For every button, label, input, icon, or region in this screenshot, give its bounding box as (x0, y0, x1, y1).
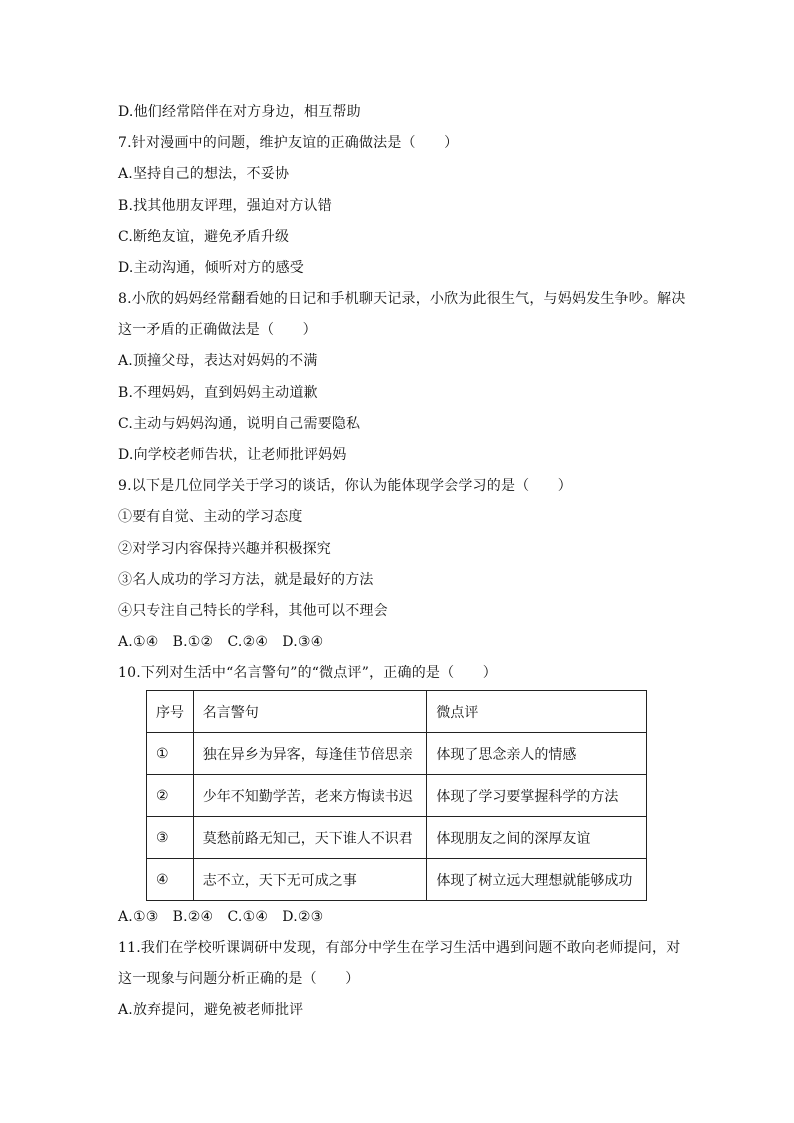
table-row (147, 775, 647, 817)
q8-option-a: A.顶撞父母，表达对妈妈的不满 (118, 353, 318, 369)
q8-stem-line2: 这一矛盾的正确做法是（ ） (118, 322, 317, 338)
quote-table (146, 690, 647, 901)
table-cell: ③ (147, 817, 194, 859)
q8-stem-line1: 8.小欣的妈妈经常翻看她的日记和手机聊天记录，小欣为此很生气，与妈妈发生争吵。解决 (118, 291, 686, 307)
table-cell: 少年不知勤学苦，老来方悔读书迟 (193, 775, 427, 817)
table-row (147, 859, 647, 901)
q9-statement-1: ①要有自觉、主动的学习态度 (118, 509, 303, 525)
q8-option-c: C.主动与妈妈沟通，说明自己需要隐私 (118, 416, 361, 432)
q9-statement-2: ②对学习内容保持兴趣并积极探究 (118, 541, 331, 557)
q6-option-d: D.他们经常陪伴在对方身边，相互帮助 (118, 104, 361, 120)
q7-option-b: B.找其他朋友评理，强迫对方认错 (118, 198, 332, 214)
table-cell: 体现了学习要掌握科学的方法 (427, 775, 647, 817)
q9-choices: A.①④ B.①② C.②④ D.③④ (118, 634, 324, 650)
table-cell: 体现了树立远大理想就能够成功 (427, 859, 647, 901)
q7-option-c: C.断绝友谊，避免矛盾升级 (118, 229, 290, 245)
table-cell: 志不立，天下无可成之事 (193, 859, 427, 901)
table-cell: ② (147, 775, 194, 817)
table-header-cell: 名言警句 (193, 691, 427, 733)
q7-option-d: D.主动沟通，倾听对方的感受 (118, 260, 304, 276)
table-cell: 独在异乡为异客，每逢佳节倍思亲 (193, 733, 427, 775)
q10-stem: 10.下列对生活中“名言警句”的“微点评”，正确的是（ ） (118, 665, 497, 681)
q11-option-a: A.放弃提问，避免被老师批评 (118, 1002, 304, 1018)
q8-option-b: B.不理妈妈，直到妈妈主动道歉 (118, 385, 318, 401)
q10-choices: A.①③ B.②④ C.①④ D.②③ (118, 909, 324, 925)
table-row (147, 733, 647, 775)
table-cell: ① (147, 733, 194, 775)
q8-option-d: D.向学校老师告状，让老师批评妈妈 (118, 447, 347, 463)
q7-stem: 7.针对漫画中的问题，维护友谊的正确做法是（ ） (118, 135, 459, 151)
table-cell: 体现了思念亲人的情感 (427, 733, 647, 775)
table-cell: ④ (147, 859, 194, 901)
table-row (147, 817, 647, 859)
q11-stem-line1: 11.我们在学校听课调研中发现，有部分中学生在学习生活中遇到问题不敢向老师提问，对 (118, 940, 681, 956)
table-header-row (147, 691, 647, 733)
q9-stem: 9.以下是几位同学关于学习的谈话，你认为能体现学会学习的是（ ） (118, 478, 572, 494)
table-header-cell: 序号 (147, 691, 194, 733)
q11-stem-line2: 这一现象与问题分析正确的是（ ） (118, 971, 360, 987)
q9-statement-4: ④只专注自己特长的学科，其他可以不理会 (118, 603, 388, 619)
table-cell: 体现朋友之间的深厚友谊 (427, 817, 647, 859)
table-cell: 莫愁前路无知己，天下谁人不识君 (193, 817, 427, 859)
q9-statement-3: ③名人成功的学习方法，就是最好的方法 (118, 572, 374, 588)
q7-option-a: A.坚持自己的想法，不妥协 (118, 166, 290, 182)
table-header-cell: 微点评 (427, 691, 647, 733)
